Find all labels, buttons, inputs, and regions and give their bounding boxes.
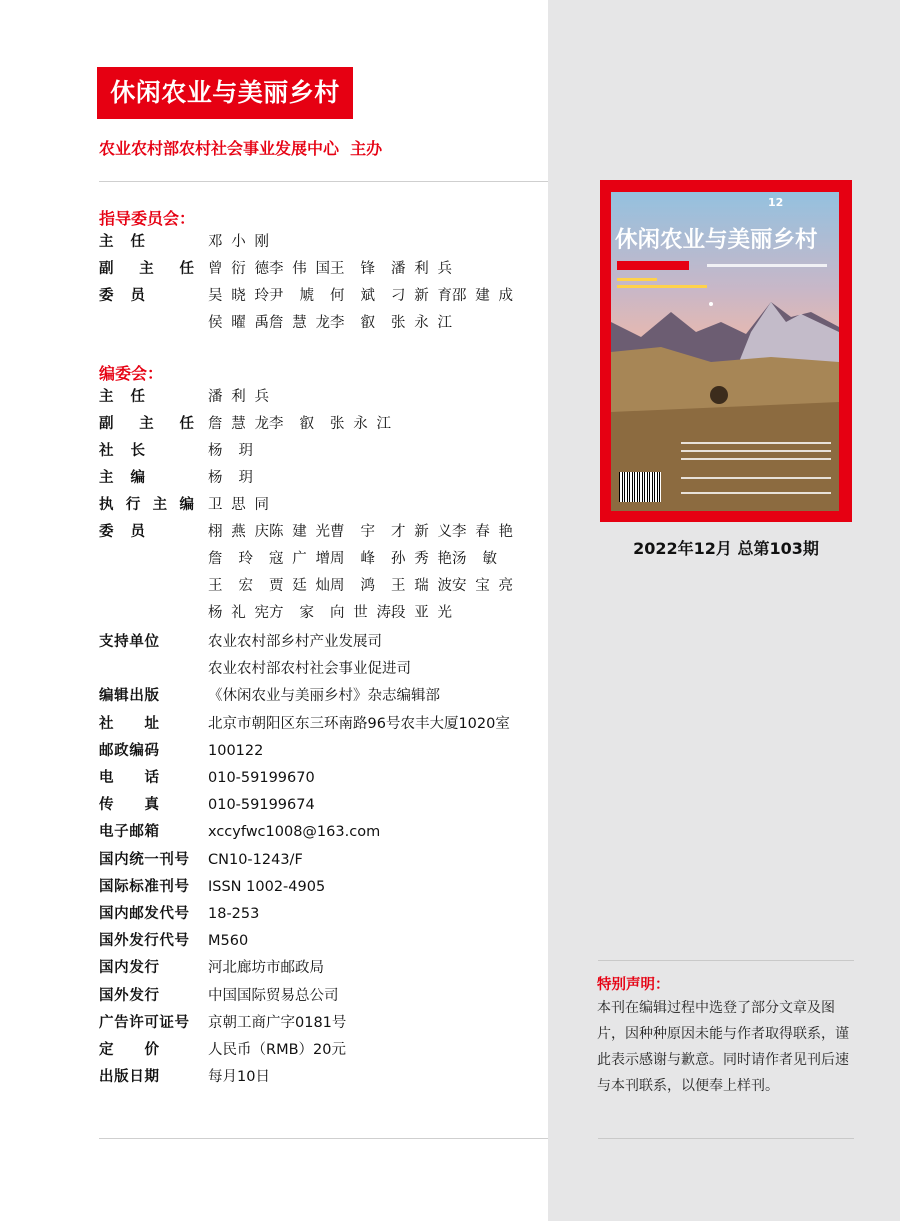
cover-title: 休闲农业与美丽乡村	[615, 227, 818, 253]
member-name: 安宝亮	[452, 578, 513, 594]
member-name: 段亚光	[391, 605, 452, 621]
member-name: 张永江	[391, 315, 452, 331]
member-name: 汤敏	[452, 551, 497, 567]
info-value: 河北廊坊市邮政局	[208, 960, 324, 977]
notice-title: 特别声明：	[597, 977, 670, 993]
info-label: 社址	[99, 715, 159, 732]
member-name: 张永江	[330, 416, 391, 432]
info-value: CN10-1243/F	[208, 851, 303, 868]
steering-role-label: 委员	[99, 288, 145, 304]
info-value: 100122	[208, 742, 264, 759]
member-name: 王锋	[330, 261, 375, 277]
editorial-names	[208, 519, 513, 546]
member-name: 詹慧龙	[269, 315, 330, 331]
info-value: xccyfwc1008@163.com	[208, 824, 381, 841]
info-label: 出版日期	[99, 1069, 159, 1086]
member-name: 才新义	[391, 524, 452, 540]
info-value: 《休闲农业与美丽乡村》杂志编辑部	[208, 688, 440, 705]
info-label: 国内统一刊号	[99, 851, 189, 868]
info-value: 北京市朝阳区东三环南路96号农丰大厦1020室	[208, 715, 510, 732]
divider-right-bottom	[598, 1138, 854, 1139]
info-label: 支持单位	[99, 634, 159, 650]
masthead-title: 休闲农业与美丽乡村	[97, 67, 353, 119]
member-name: 王宏	[208, 578, 253, 594]
member-name: 刁新育	[391, 288, 452, 304]
sponsor-line: 农业农村部农村社会事业发展中心 主办	[99, 139, 383, 158]
editorial-role-label: 委员	[99, 524, 145, 540]
member-name: 贾廷灿	[269, 578, 330, 594]
member-name: 王瑞波	[391, 578, 452, 594]
editorial-names	[208, 465, 269, 492]
member-name: 詹慧龙	[208, 416, 269, 432]
steering-role-label: 主任	[99, 234, 145, 250]
info-label: 国外发行	[99, 987, 159, 1004]
member-name: 曾衍德	[208, 261, 269, 277]
info-label: 国际标准刊号	[99, 878, 189, 895]
info-label: 电子邮箱	[99, 824, 159, 841]
notice-body: 本刊在编辑过程中选登了部分文章及图片，因种种原因未能与作者取得联系，谨此表示感谢与歉意。同时请作者见刊后速与本刊联系，以便奉上样刊。	[597, 1000, 849, 1094]
steering-names	[208, 283, 513, 310]
barcode	[619, 472, 661, 502]
editorial-role-label: 社长	[99, 443, 145, 459]
info-value: 18-253	[208, 906, 260, 922]
member-name: 杨玥	[208, 470, 253, 486]
divider-right-top	[598, 960, 854, 961]
steering-names	[208, 229, 269, 256]
issue-date: 2022年12月 总第103期	[633, 539, 819, 558]
member-name: 邵建成	[452, 288, 513, 304]
info-value: M560	[208, 933, 249, 950]
info-label: 电话	[99, 770, 159, 786]
member-name: 向世涛	[330, 605, 391, 621]
member-name: 周峰	[330, 551, 375, 567]
member-name: 詹玲	[208, 551, 253, 567]
info-label: 广告许可证号	[99, 1014, 189, 1031]
member-name: 方家	[269, 605, 314, 621]
member-name: 寇广增	[269, 551, 330, 567]
info-value: 农业农村部乡村产业发展司	[208, 634, 382, 650]
info-value: 010-59199670	[208, 770, 315, 786]
editorial-names	[208, 384, 269, 411]
magazine-cover-image	[611, 192, 839, 511]
cover-issue-number: 12	[768, 196, 784, 209]
editorial-role-label: 主任	[99, 389, 145, 405]
editorial-names	[208, 438, 269, 465]
member-name: 何斌	[330, 288, 375, 304]
steering-names	[208, 256, 452, 283]
steering-role-label: 副主任	[99, 261, 194, 277]
editorial-board-title: 编委会：	[99, 364, 164, 383]
info-value: ISSN 1002-4905	[208, 878, 326, 895]
member-name: 邓小刚	[208, 234, 269, 250]
info-value: 京朝工商广字0181号	[208, 1014, 347, 1031]
member-name: 栩燕庆	[208, 524, 269, 540]
member-name: 尹虓	[269, 288, 314, 304]
member-name: 李叡	[269, 416, 314, 432]
member-name: 潘利兵	[391, 261, 452, 277]
info-value: 人民币（RMB）20元	[208, 1042, 346, 1058]
info-label: 编辑出版	[99, 688, 159, 705]
info-label: 国内发行	[99, 960, 159, 977]
member-name: 李伟国	[269, 261, 330, 277]
member-name: 杨礼宪	[208, 605, 269, 621]
steering-names	[208, 310, 452, 337]
editorial-names	[208, 600, 452, 627]
editorial-names	[208, 546, 513, 573]
info-value: 农业农村部农村社会事业促进司	[208, 661, 411, 678]
cover-red-tag	[617, 261, 689, 270]
steering-committee-title: 指导委员会：	[99, 209, 196, 228]
editorial-role-label: 主编	[99, 470, 145, 486]
member-name: 陈建光	[269, 524, 330, 540]
editorial-role-label: 副主任	[99, 416, 194, 432]
editorial-names	[208, 573, 513, 600]
info-label: 邮政编码	[99, 742, 159, 759]
member-name: 孙秀艳	[391, 551, 452, 567]
member-name: 杨玥	[208, 443, 253, 459]
editorial-role-label: 执行主编	[99, 497, 194, 513]
info-label: 传真	[99, 797, 159, 814]
member-name: 李叡	[330, 315, 375, 331]
member-name: 卫思同	[208, 497, 269, 513]
info-label: 国外发行代号	[99, 933, 189, 950]
member-name: 曹宇	[330, 524, 375, 540]
divider-top	[99, 181, 548, 182]
info-label: 定价	[99, 1042, 159, 1058]
editorial-names	[208, 411, 391, 438]
member-name: 吴晓玲	[208, 288, 269, 304]
info-value: 010-59199674	[208, 797, 315, 814]
divider-bottom	[99, 1138, 548, 1139]
member-name: 侯曜禹	[208, 315, 269, 331]
member-name: 周鸿	[330, 578, 375, 594]
info-label: 国内邮发代号	[99, 906, 189, 922]
member-name: 李春艳	[452, 524, 513, 540]
info-value: 每月10日	[208, 1069, 270, 1086]
editorial-names	[208, 492, 269, 519]
info-value: 中国国际贸易总公司	[208, 987, 339, 1004]
member-name: 潘利兵	[208, 389, 269, 405]
